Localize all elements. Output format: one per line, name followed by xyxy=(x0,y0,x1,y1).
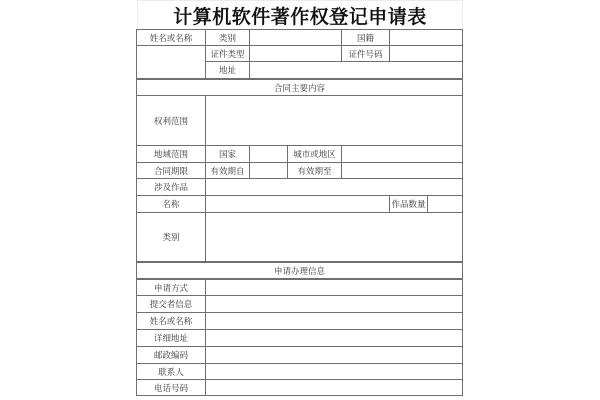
application-row-label: 姓名或名称 xyxy=(136,312,206,330)
application-row-label: 详细地址 xyxy=(136,329,206,347)
id-type-label: 证件类型 xyxy=(205,45,250,62)
contact-person-field[interactable] xyxy=(205,363,463,380)
application-method-field[interactable] xyxy=(205,278,463,296)
application-row-label: 邮政编码 xyxy=(136,346,206,364)
detailed-address-field[interactable] xyxy=(205,329,463,347)
region-scope-label: 地域范围 xyxy=(136,145,206,163)
id-number-field[interactable] xyxy=(389,45,463,62)
country-label: 国家 xyxy=(205,145,250,163)
address-field[interactable] xyxy=(249,61,463,79)
valid-to-field[interactable] xyxy=(341,162,463,179)
city-label: 城市或地区 xyxy=(287,145,342,163)
form-title: 计算机软件著作权登记申请表 xyxy=(173,6,427,28)
category-field[interactable] xyxy=(249,29,342,46)
work-count-field[interactable] xyxy=(427,195,463,213)
submitter-name-field[interactable] xyxy=(205,312,463,330)
address-label: 地址 xyxy=(205,61,250,79)
submitter-info-field[interactable] xyxy=(205,295,463,313)
nationality-field[interactable] xyxy=(389,29,463,46)
registration-form xyxy=(137,0,463,397)
application-row-label: 联系人 xyxy=(136,363,206,380)
id-number-label: 证件号码 xyxy=(341,45,390,62)
rights-scope-field[interactable] xyxy=(205,95,463,146)
valid-to-label: 有效期至 xyxy=(287,162,342,179)
title-bar xyxy=(137,0,463,30)
application-section-header: 申请办理信息 xyxy=(136,261,463,279)
rights-scope-label: 权利范围 xyxy=(136,95,206,146)
valid-from-field[interactable] xyxy=(249,162,288,179)
application-row-label: 申请方式 xyxy=(136,278,206,296)
contract-section-header: 合同主要内容 xyxy=(136,78,463,96)
work-category-label: 类别 xyxy=(136,212,206,262)
work-name-label: 名称 xyxy=(136,195,206,213)
work-category-field[interactable] xyxy=(205,212,463,262)
work-name-field[interactable] xyxy=(205,195,390,213)
works-field[interactable] xyxy=(205,178,463,196)
city-field[interactable] xyxy=(341,145,463,163)
nationality-label: 国籍 xyxy=(341,29,390,46)
application-row-label: 电话号码 xyxy=(136,379,206,396)
application-row-label: 提交者信息 xyxy=(136,295,206,313)
id-type-field[interactable] xyxy=(249,45,342,62)
contract-term-label: 合同期限 xyxy=(136,162,206,179)
category-label: 类别 xyxy=(205,29,250,46)
works-label: 涉及作品 xyxy=(136,178,206,196)
postal-code-field[interactable] xyxy=(205,346,463,364)
valid-from-label: 有效期自 xyxy=(205,162,250,179)
applicant-name-label: 姓名或名称 xyxy=(136,29,206,46)
applicant-name-field[interactable] xyxy=(136,45,206,79)
country-field[interactable] xyxy=(249,145,288,163)
work-count-label: 作品数量 xyxy=(389,195,428,213)
phone-number-field[interactable] xyxy=(205,379,463,396)
